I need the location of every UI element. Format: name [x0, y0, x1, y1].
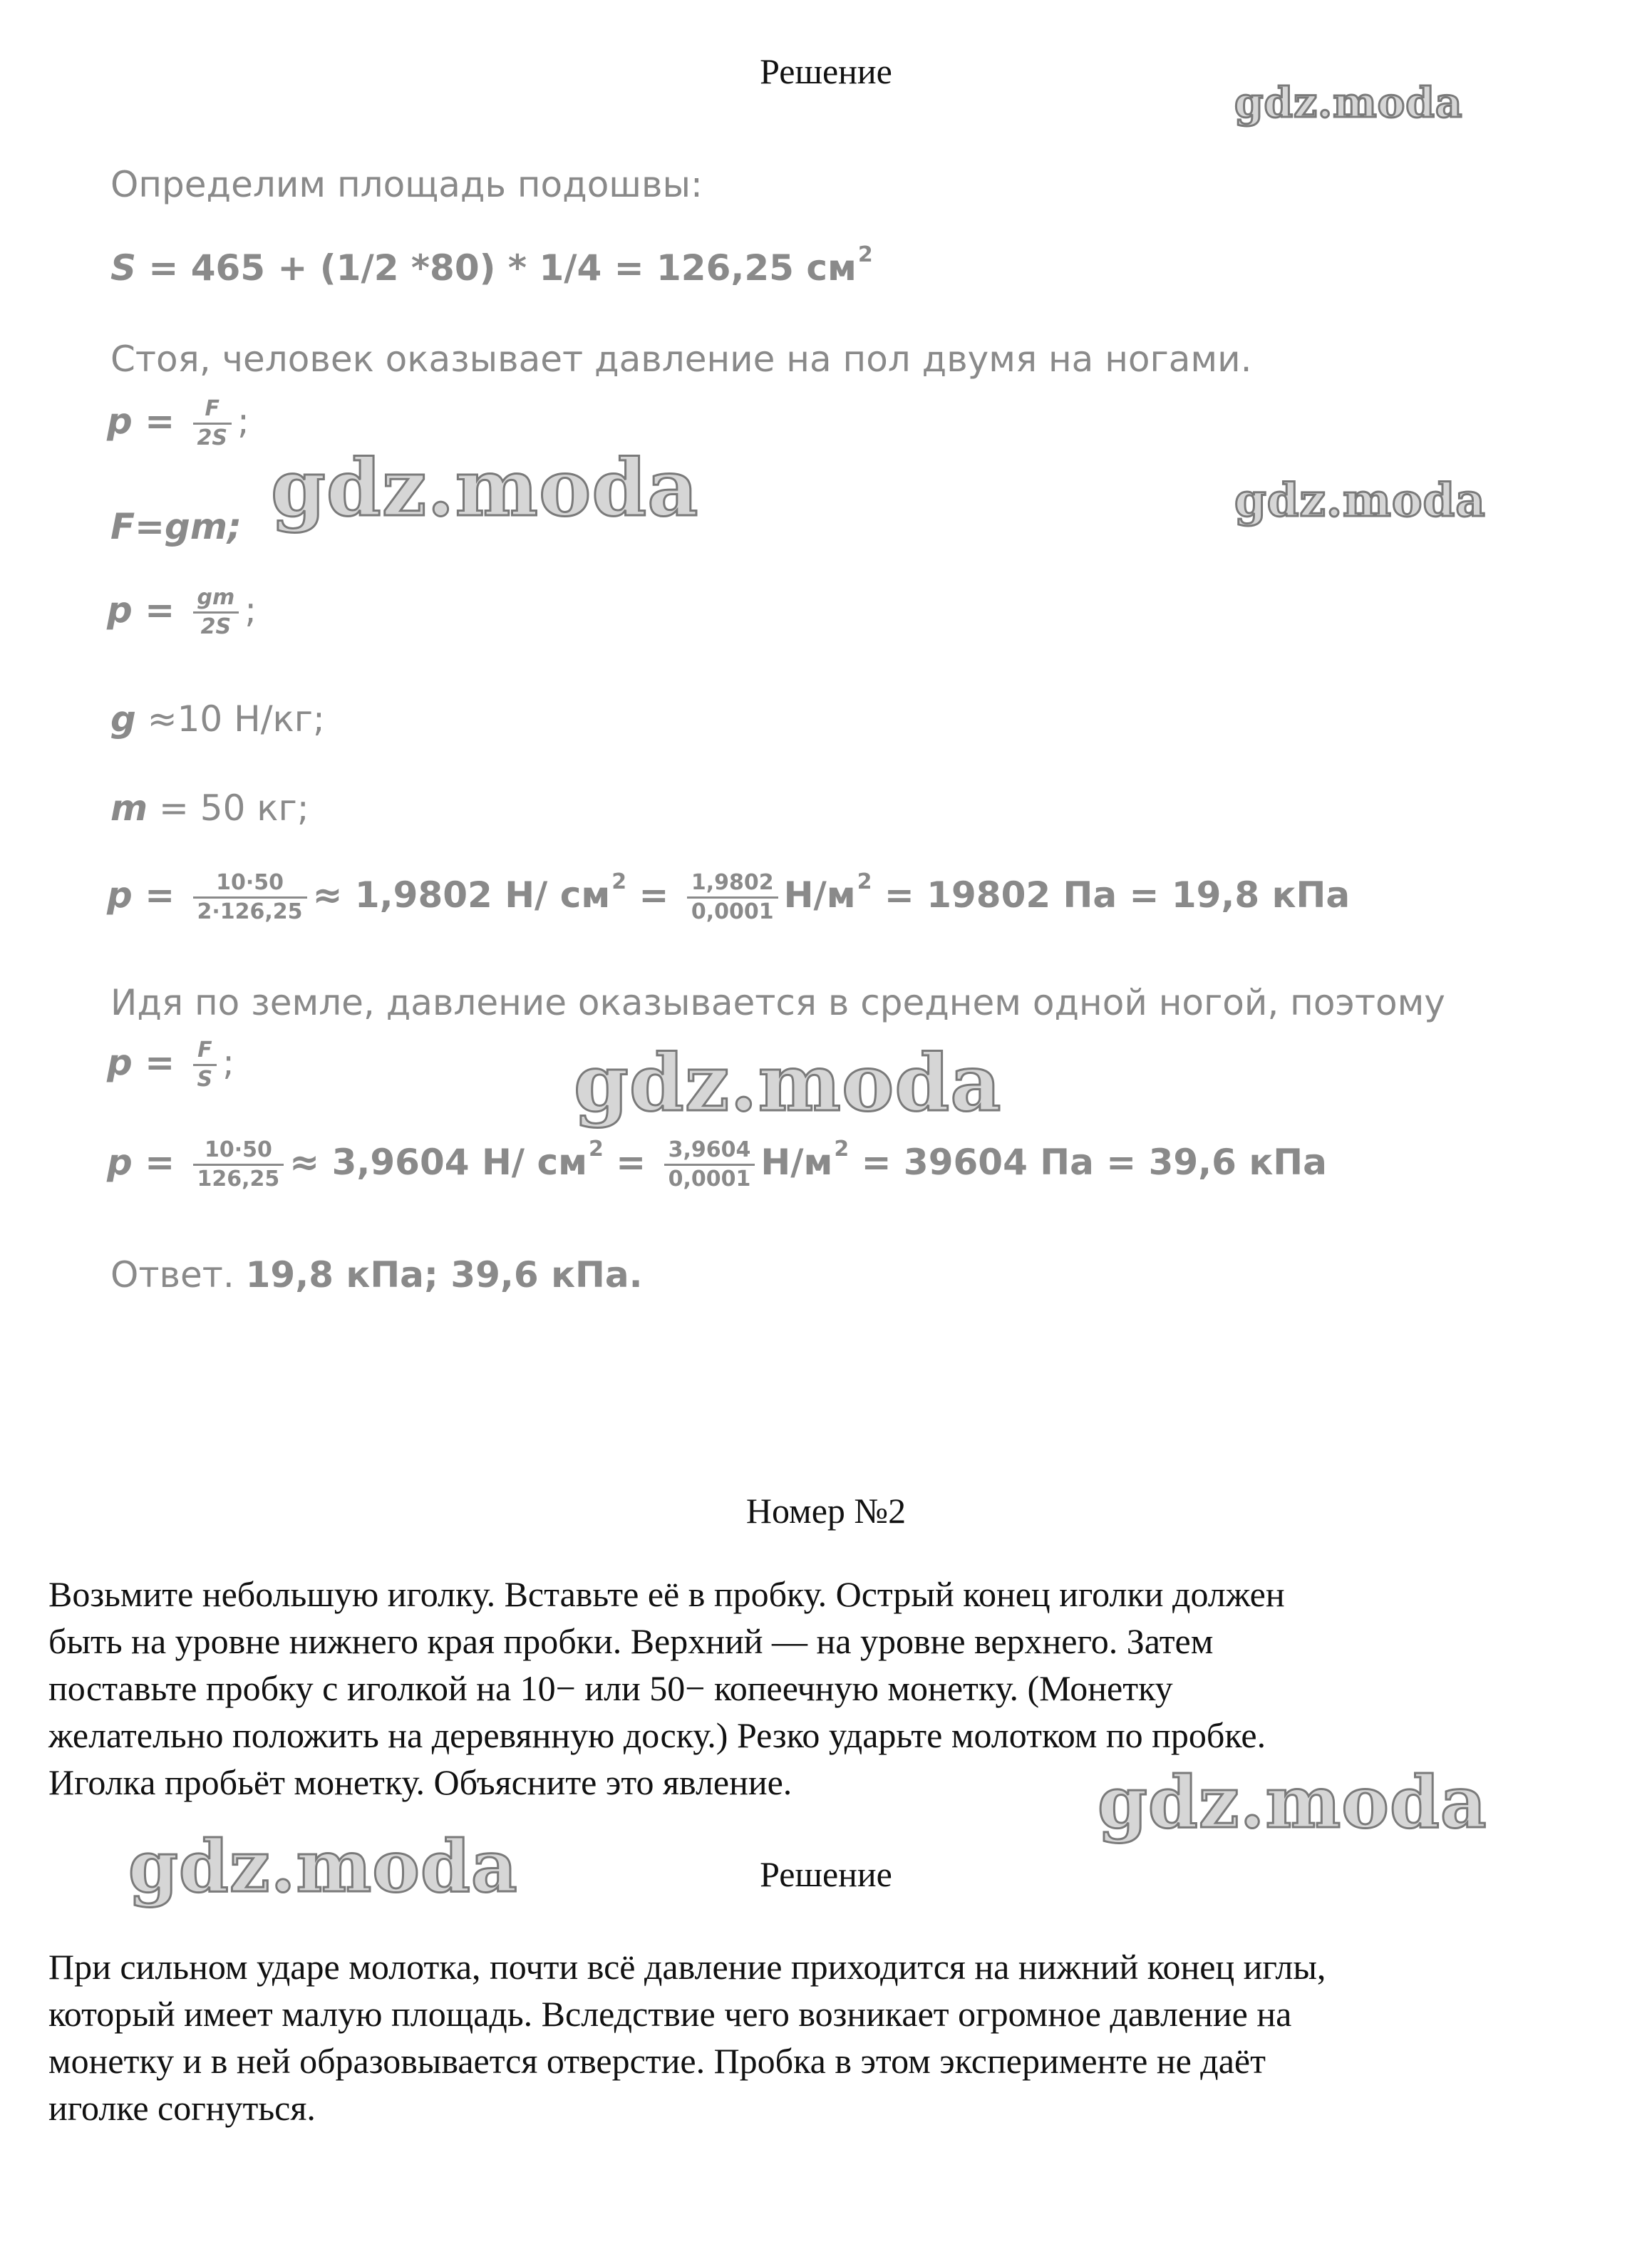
formula-p-f-2s: p = $\frac{F}{2S}$ ;: [107, 396, 249, 450]
watermark: gdz.moda: [574, 1037, 1002, 1129]
solution-2-text: [48, 1943, 1609, 2131]
problem-2-heading: Номер №2: [745, 1491, 907, 1531]
solution-intro: Определим площадь подошвы:: [110, 164, 703, 205]
solution-2-line: При сильном ударе молотка, почти всё давление приходится на нижний конец иглы,: [48, 1947, 1326, 1987]
formula-g: g ≈10 Н/кг;: [110, 698, 325, 740]
standing-text: Стоя, человек оказывает давление на пол двумя на ногами.: [110, 338, 1252, 380]
solution-2-heading: Решение: [760, 1854, 892, 1894]
walking-text: Идя по земле, давление оказывается в среднем одной ногой, поэтому: [110, 982, 1445, 1023]
watermark: gdz.moda: [1098, 1760, 1487, 1844]
watermark: gdz.moda: [128, 1824, 518, 1908]
formula-p-f-s: p = $\frac{F}{S}$ ;: [107, 1038, 234, 1092]
watermark: gdz.moda: [1234, 474, 1486, 527]
watermark: gdz.moda: [1234, 78, 1463, 127]
area-equation: S = 465 + (1/2 *80) * 1/4 = 126,25 $см^2$: [110, 242, 873, 289]
formula-pressure-walking: p = $\frac{10\cdot 50}{126,25}$ ≈ 3,9604 Н/ $см^2$ = $\frac{3,9604}{0,0001}$ $Н/м^2 = 39604$ Па = 39,6 кПа: [107, 1137, 1327, 1191]
problem-2-line: Возьмите небольшую иголку. Вставьте её в пробку. Острый конец иголки должен: [48, 1574, 1285, 1614]
solution-2-line: который имеет малую площадь. Вследствие чего возникает огромное давление на: [48, 1994, 1292, 2034]
formula-m: m = 50 кг;: [110, 787, 309, 829]
answer: Ответ. 19,8 кПа; 39,6 кПа.: [110, 1254, 643, 1296]
solution-2-line: монетку и в ней образовывается отверстие. Пробка в этом эксперименте не даёт: [48, 2041, 1266, 2081]
solution-heading: Решение: [760, 51, 892, 91]
formula-pressure-standing: p = $\frac{10\cdot 50}{2\cdot 126,25}$ ≈ 1,9802 Н/ $см^2$ = $\frac{1,9802}{0,0001}$ $Н/м^2 = 19802$ Па = 19,8 кПа: [107, 869, 1351, 924]
problem-2-line: поставьте пробку с иголкой на 10− или 50− копеечную монетку. (Монетку: [48, 1668, 1173, 1708]
problem-2-line: желательно положить на деревянную доску.) Резко ударьте молотком по пробке.: [48, 1715, 1266, 1755]
problem-2-line: быть на уровне нижнего края пробки. Верхний — на уровне верхнего. Затем: [48, 1621, 1214, 1661]
solution-2-line: иголке согнуться.: [48, 2088, 316, 2128]
formula-f-gm: F=gm;: [110, 506, 242, 547]
problem-2-line: Иголка пробьёт монетку. Объясните это явление.: [48, 1762, 793, 1802]
formula-p-gm-2s: p = $\frac{gm}{2S}$ ;: [107, 585, 257, 639]
watermark: gdz.moda: [271, 442, 699, 534]
